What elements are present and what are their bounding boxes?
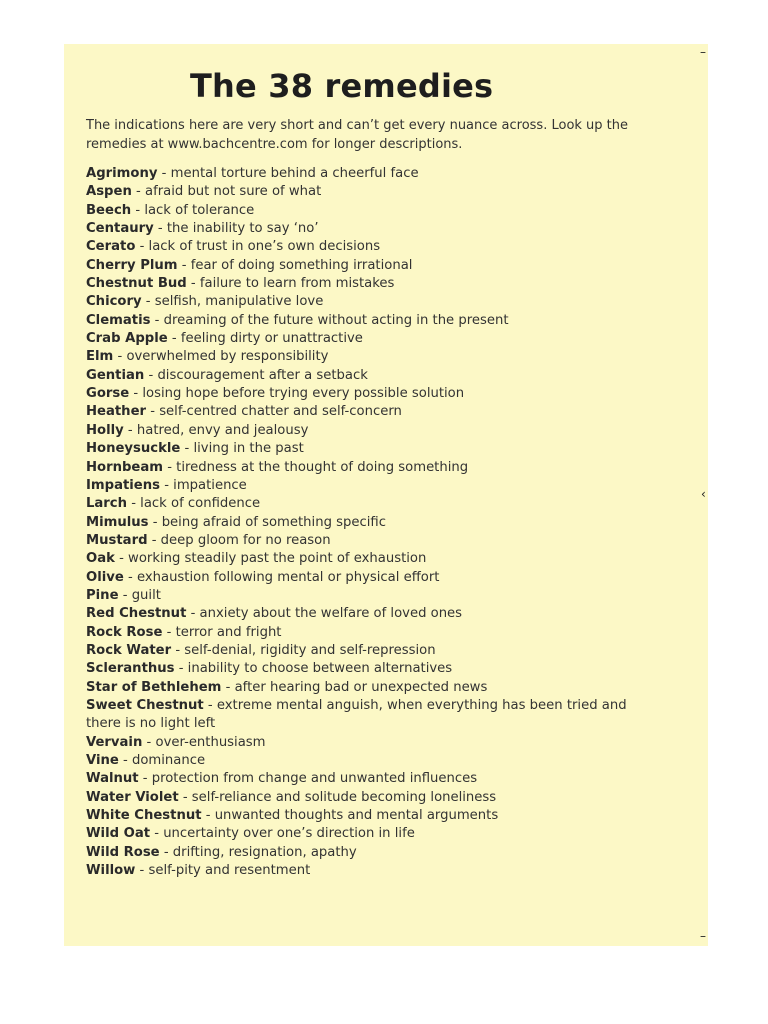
- remedy-separator: -: [123, 422, 137, 438]
- remedy-name: Oak: [86, 551, 115, 567]
- remedy-separator: -: [180, 441, 194, 457]
- remedy-name: Cherry Plum: [86, 257, 178, 273]
- remedy-description: drifting, resignation, apathy: [172, 844, 357, 860]
- remedy-name: Beech: [86, 202, 132, 218]
- remedy-item: [86, 422, 686, 440]
- remedy-description: inability to choose between alternatives: [187, 661, 453, 677]
- remedy-separator: -: [201, 808, 215, 824]
- remedy-description: selfish, manipulative love: [154, 294, 324, 310]
- remedy-item: [86, 624, 686, 642]
- remedy-name: Vine: [86, 753, 119, 768]
- remedy-item: [86, 238, 686, 256]
- remedy-item: [86, 734, 686, 752]
- remedy-description: feeling dirty or unattractive: [180, 331, 363, 347]
- remedy-description: after hearing bad or unexpected news: [234, 679, 488, 695]
- remedy-name: Crab Apple: [86, 331, 168, 347]
- remedy-separator: -: [167, 331, 181, 347]
- remedy-description: overwhelmed by responsibility: [126, 349, 329, 365]
- remedy-separator: -: [118, 753, 132, 768]
- remedy-separator: -: [221, 679, 235, 695]
- remedy-description: anxiety about the welfare of loved ones: [199, 606, 463, 622]
- remedy-description: uncertainty over one’s direction in life: [163, 826, 415, 842]
- remedy-name: Pine: [86, 587, 119, 603]
- remedy-separator: -: [186, 606, 200, 622]
- remedy-separator: -: [131, 184, 145, 200]
- remedy-separator: -: [148, 514, 162, 530]
- remedy-item: [86, 770, 686, 788]
- remedy-item: [86, 587, 686, 605]
- remedy-name: Mustard: [86, 532, 148, 548]
- remedy-name: Centaury: [86, 221, 154, 237]
- remedy-description: hatred, envy and jealousy: [136, 422, 309, 438]
- remedy-description: failure to learn from mistakes: [199, 276, 395, 292]
- remedy-item: [86, 789, 686, 807]
- remedy-description: fear of doing something irrational: [190, 257, 413, 273]
- remedy-name: Heather: [86, 404, 147, 420]
- remedy-name: Gentian: [86, 367, 145, 383]
- remedy-item: [86, 862, 686, 880]
- remedy-separator: -: [129, 386, 143, 402]
- remedy-item: [86, 679, 686, 697]
- remedy-item: [86, 752, 686, 770]
- remedy-name: Rock Water: [86, 642, 172, 658]
- remedy-list: [86, 165, 686, 880]
- edge-mark-bottom: –: [700, 929, 706, 943]
- remedy-separator: -: [160, 477, 174, 493]
- remedy-description: self-centred chatter and self-concern: [159, 404, 402, 420]
- remedy-separator: -: [144, 367, 158, 383]
- remedy-item: [86, 807, 686, 825]
- remedy-description: working steadily past the point of exhaustion: [128, 551, 427, 567]
- remedy-separator: -: [127, 496, 141, 512]
- page-title: The 38 remedies: [190, 67, 494, 105]
- remedy-separator: -: [159, 844, 173, 860]
- remedy-name: Rock Rose: [86, 624, 163, 640]
- remedy-description: living in the past: [193, 441, 304, 457]
- remedy-description: dreaming of the future without acting in the present: [163, 312, 509, 328]
- remedy-name: Clematis: [86, 312, 151, 328]
- remedy-separator: -: [174, 661, 188, 677]
- remedy-item: [86, 293, 686, 311]
- remedy-name: Larch: [86, 496, 128, 512]
- remedy-item: [86, 550, 686, 568]
- remedy-separator: -: [114, 551, 129, 567]
- remedy-name: Star of Bethlehem: [86, 679, 222, 695]
- remedy-name: White Chestnut: [86, 808, 202, 824]
- remedy-item: [86, 459, 686, 477]
- remedy-separator: -: [150, 312, 164, 328]
- remedy-item: [86, 605, 686, 623]
- remedy-separator: -: [178, 789, 192, 805]
- remedy-item: [86, 844, 686, 862]
- remedy-item: [86, 514, 686, 532]
- remedy-description: guilt: [131, 587, 161, 603]
- remedy-item: [86, 495, 686, 513]
- remedy-separator: -: [138, 771, 152, 787]
- remedy-name: Gorse: [86, 386, 130, 402]
- remedy-description: lack of confidence: [140, 496, 261, 512]
- remedy-separator: -: [141, 294, 155, 310]
- remedy-item: [86, 275, 686, 293]
- remedy-name: Agrimony: [86, 166, 158, 181]
- remedy-description: mental torture behind a cheerful face: [170, 166, 419, 181]
- remedy-separator: -: [177, 257, 191, 273]
- remedy-separator: -: [203, 697, 217, 713]
- remedy-name: Sweet Chestnut: [86, 697, 204, 713]
- remedy-item: [86, 477, 686, 495]
- remedy-description: deep gloom for no reason: [160, 532, 331, 548]
- remedy-item: [86, 403, 686, 421]
- remedy-description: over-enthusiasm: [155, 734, 266, 750]
- remedy-item: [86, 532, 686, 550]
- remedy-description: the inability to say ‘no’: [166, 221, 319, 237]
- remedy-name: Cerato: [86, 239, 136, 255]
- remedy-separator: -: [131, 202, 145, 218]
- remedy-name: Elm: [86, 349, 114, 365]
- remedy-description: exhaustion following mental or physical effort: [136, 569, 440, 585]
- remedy-description: self-reliance and solitude becoming loneliness: [191, 789, 497, 805]
- remedy-name: Wild Rose: [86, 844, 160, 860]
- edge-mark-top: –: [700, 45, 706, 59]
- remedy-item: [86, 330, 686, 348]
- remedy-separator: -: [123, 569, 137, 585]
- remedy-description: losing hope before trying every possible solution: [142, 386, 465, 402]
- intro-text: The indications here are very short and can’t get every nuance across. Look up the remedies at www.bachcentre.com for longer descriptions.: [86, 118, 629, 152]
- remedy-item: [86, 202, 686, 220]
- remedy-name: Olive: [86, 569, 124, 585]
- remedy-item: [86, 569, 686, 587]
- remedy-item: [86, 642, 686, 660]
- remedy-name: Water Violet: [86, 789, 179, 805]
- remedy-name: Honeysuckle: [86, 441, 181, 457]
- remedy-item: [86, 660, 686, 678]
- remedy-name: Scleranthus: [86, 661, 175, 677]
- remedy-description: dominance: [131, 753, 206, 768]
- remedy-description: self-pity and resentment: [148, 863, 311, 879]
- remedy-separator: -: [162, 624, 176, 640]
- remedy-name: Walnut: [86, 771, 139, 787]
- remedy-item: [86, 165, 686, 183]
- remedy-separator: -: [118, 587, 132, 603]
- remedy-separator: -: [147, 532, 161, 548]
- remedy-name: Vervain: [86, 734, 143, 750]
- remedy-name: Willow: [86, 863, 136, 879]
- remedy-separator: -: [146, 404, 160, 420]
- remedy-name: Chicory: [86, 294, 142, 310]
- remedy-item: [86, 697, 646, 734]
- remedy-name: Hornbeam: [86, 459, 164, 475]
- remedy-separator: -: [113, 349, 127, 365]
- remedy-description: being afraid of something specific: [161, 514, 386, 530]
- remedy-description: lack of trust in one’s own decisions: [148, 239, 381, 255]
- remedy-separator: -: [163, 459, 177, 475]
- remedy-item: [86, 385, 686, 403]
- remedy-description: afraid but not sure of what: [144, 184, 322, 200]
- remedy-separator: -: [153, 221, 167, 237]
- remedy-name: Mimulus: [86, 514, 149, 530]
- remedy-separator: -: [150, 826, 164, 842]
- remedy-description: discouragement after a setback: [157, 367, 368, 383]
- remedy-separator: -: [142, 734, 156, 750]
- remedy-separator: -: [135, 863, 149, 879]
- remedy-description: extreme mental anguish, when everything has been tried and there is no light left: [86, 697, 627, 732]
- remedy-description: unwanted thoughts and mental arguments: [214, 808, 499, 824]
- remedy-item: [86, 220, 686, 238]
- remedy-description: protection from change and unwanted influences: [151, 771, 478, 787]
- remedy-item: [86, 312, 686, 330]
- remedy-name: Holly: [86, 422, 124, 438]
- remedy-item: [86, 367, 686, 385]
- remedy-name: Impatiens: [86, 477, 160, 493]
- edge-mark-middle: ‹: [701, 487, 706, 501]
- remedy-item: [86, 825, 686, 843]
- remedy-description: lack of tolerance: [144, 202, 255, 218]
- remedies-card: [64, 44, 708, 946]
- remedy-item: [86, 257, 686, 275]
- remedy-item: [86, 440, 686, 458]
- remedy-separator: -: [157, 166, 171, 181]
- remedy-description: terror and fright: [175, 624, 282, 640]
- remedy-description: tiredness at the thought of doing something: [176, 459, 469, 475]
- remedy-item: [86, 348, 686, 366]
- remedy-name: Wild Oat: [86, 826, 151, 842]
- remedy-item: [86, 183, 686, 201]
- remedy-separator: -: [171, 642, 185, 658]
- remedy-description: impatience: [173, 477, 247, 493]
- remedy-separator: -: [186, 276, 200, 292]
- remedy-description: self-denial, rigidity and self-repression: [184, 642, 436, 658]
- remedy-name: Red Chestnut: [86, 606, 187, 622]
- remedy-separator: -: [135, 239, 149, 255]
- remedy-name: Aspen: [86, 184, 132, 200]
- remedy-name: Chestnut Bud: [86, 276, 187, 292]
